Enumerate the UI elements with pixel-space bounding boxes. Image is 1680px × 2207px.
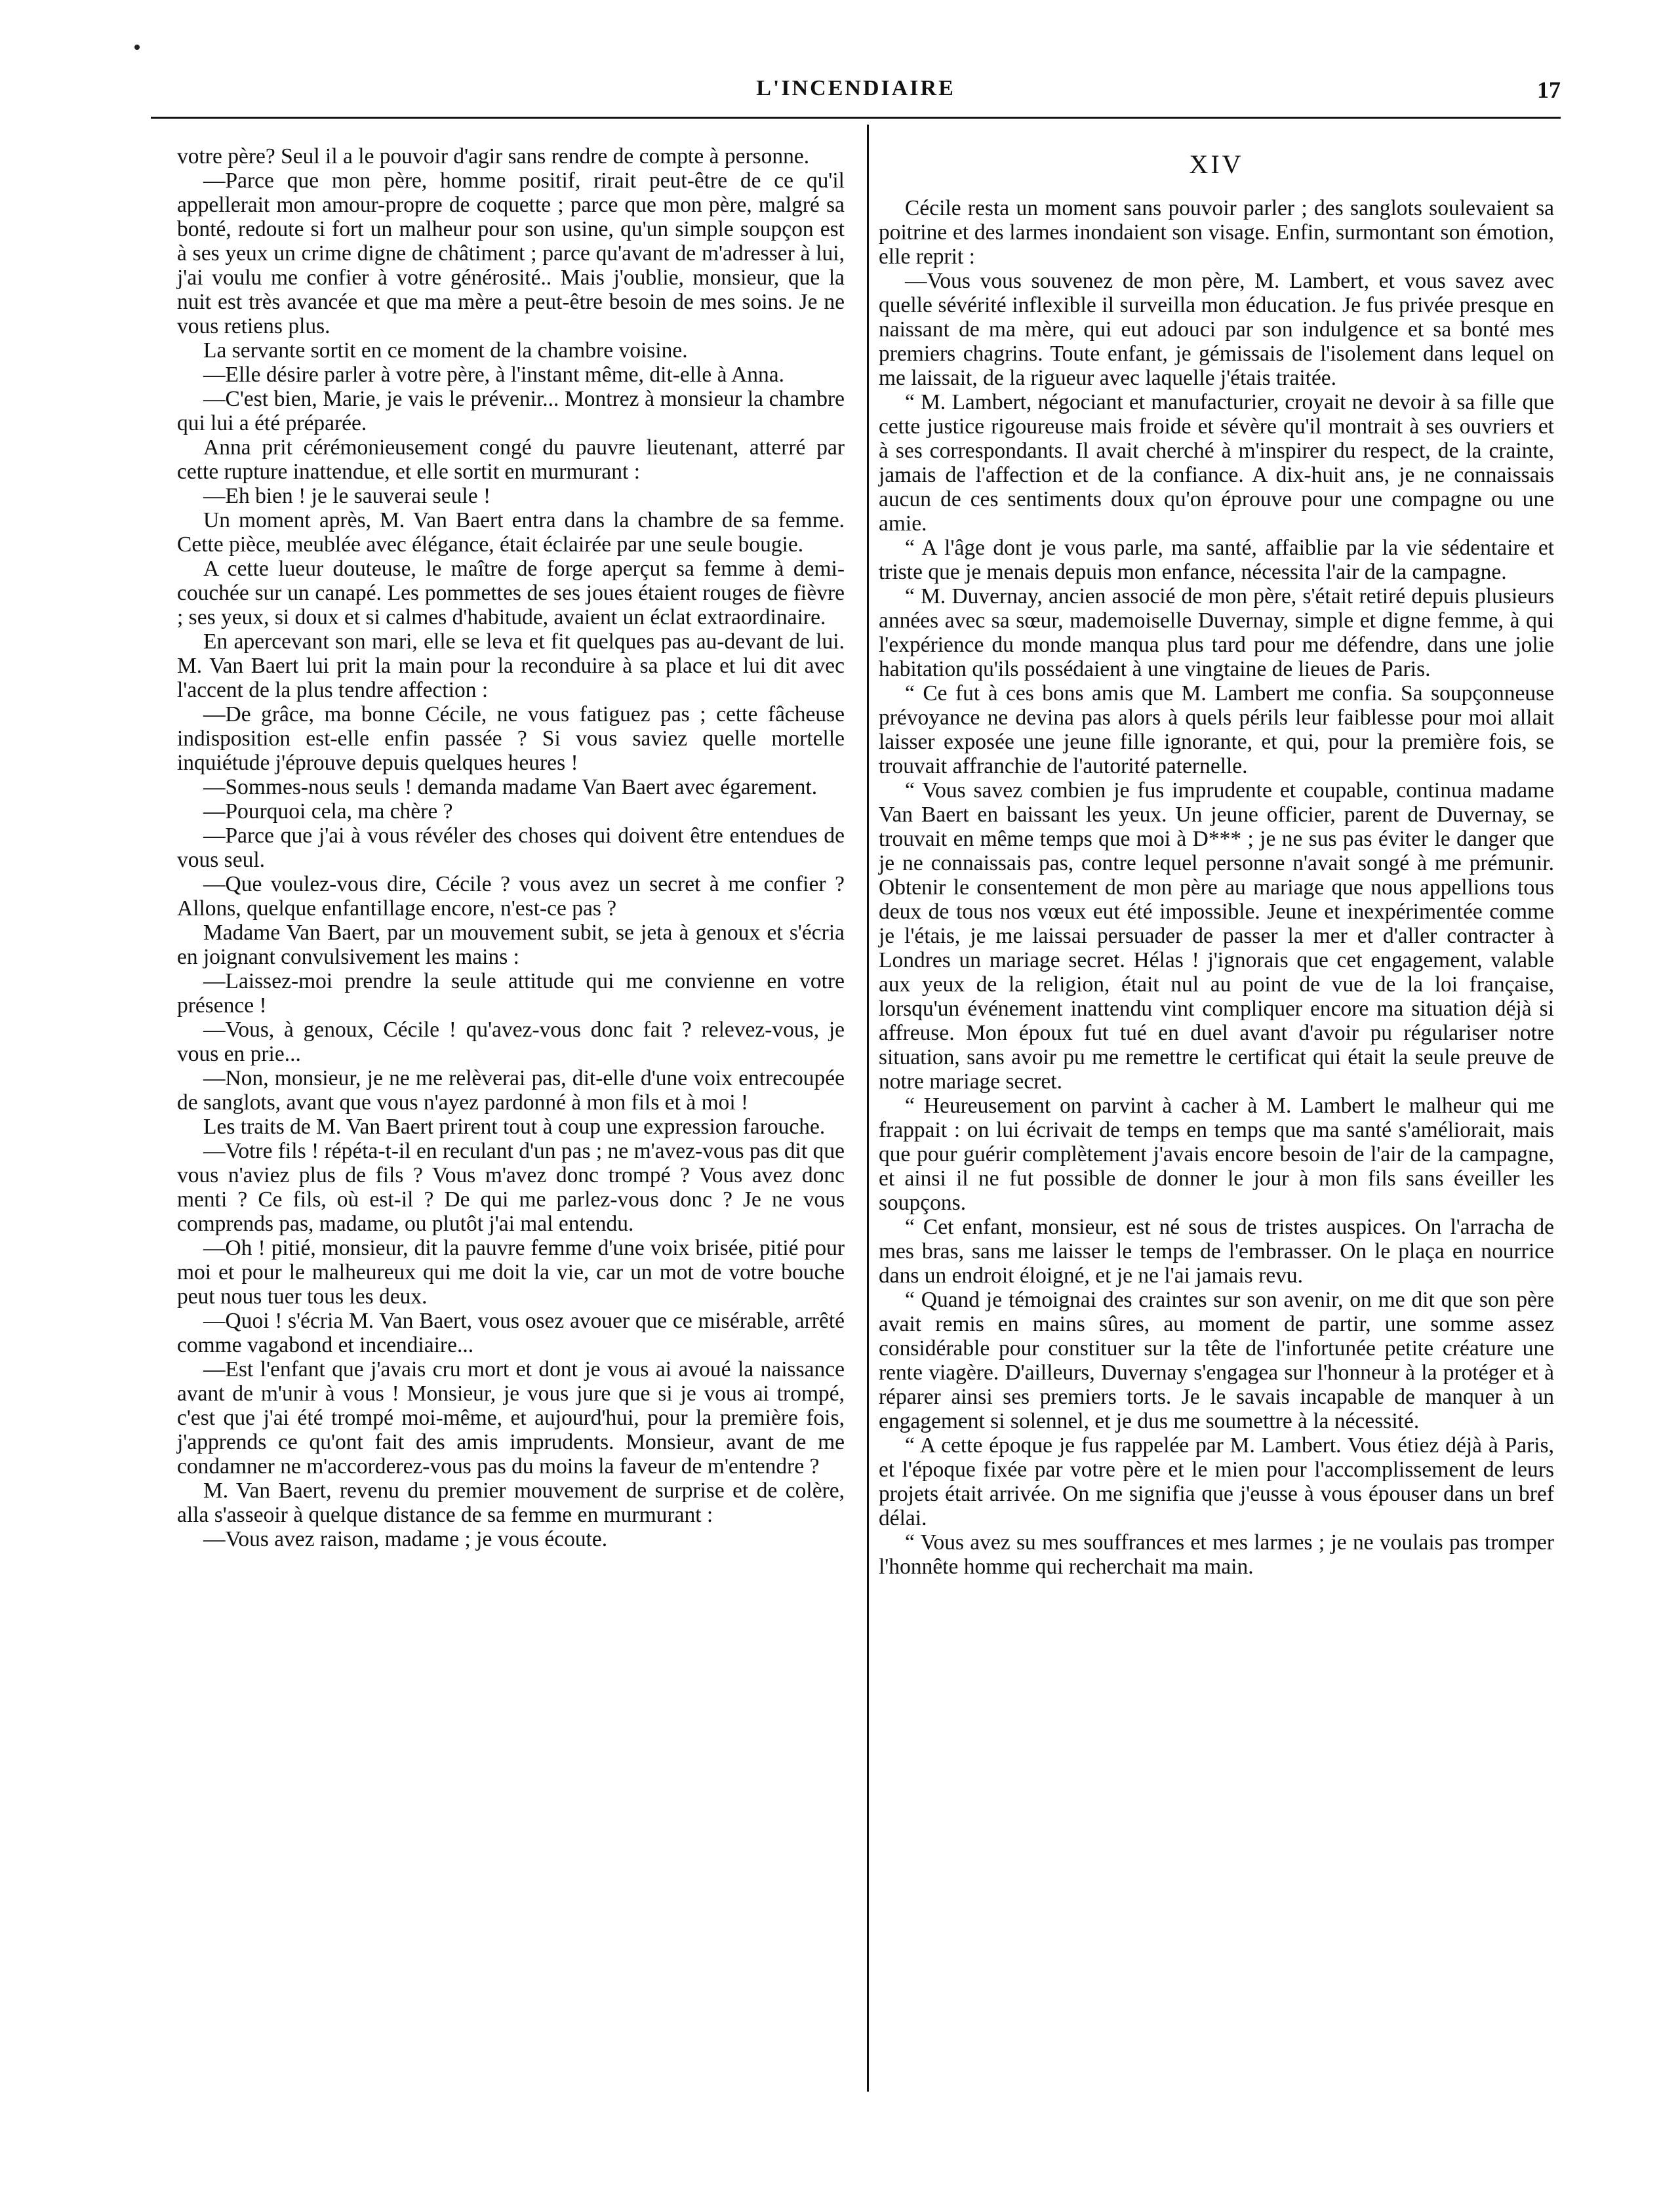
paragraph: “ M. Duvernay, ancien associé de mon père, s'était retiré depuis plusieurs années avec sa sœur, mademoiselle Duvernay, simple et digne femme, à qui l'expérience du monde manqua plus tard pour me défendre, dans une jolie habitation qu'ils possédaient à une vingtaine de lieues de Paris. — [879, 584, 1554, 681]
paragraph: Madame Van Baert, par un mouvement subit, se jeta à genoux et s'écria en joignant convulsivement les mains : — [177, 921, 845, 969]
paragraph: “ Vous avez su mes souffrances et mes larmes ; je ne voulais pas tromper l'honnête homme qui recherchait ma main. — [879, 1530, 1554, 1579]
paragraph: M. Van Baert, revenu du premier mouvement de surprise et de colère, alla s'asseoir à quelque distance de sa femme en murmurant : — [177, 1479, 845, 1527]
paragraph: —Pourquoi cela, ma chère ? — [203, 799, 453, 824]
page-header — [151, 76, 1561, 113]
paragraph: —Que voulez-vous dire, Cécile ? vous avez un secret à me confier ? Allons, quelque enfantillage encore, n'est-ce pas ? — [177, 872, 845, 921]
running-title: L'INCENDIAIRE — [756, 76, 955, 100]
paragraph: Cécile resta un moment sans pouvoir parler ; des sanglots soulevaient sa poitrine et des larmes inondaient son visage. Enfin, surmontant son émotion, elle reprit : — [879, 196, 1554, 269]
right-column — [879, 144, 1554, 1579]
page-number: 17 — [1537, 77, 1561, 103]
paragraph: —Quoi ! s'écria M. Van Baert, vous osez avouer que ce misérable, arrêté comme vagabond et incendiaire... — [177, 1309, 845, 1357]
paragraph: —Laissez-moi prendre la seule attitude qui me convienne en votre présence ! — [177, 969, 845, 1018]
paragraph: En apercevant son mari, elle se leva et fit quelques pas au-devant de lui. M. Van Baert lui prit la main pour la reconduire à sa place et lui dit avec l'accent de la plus tendre affection : — [177, 629, 845, 702]
paragraph: —Eh bien ! je le sauverai seule ! — [203, 484, 491, 508]
paragraph: “ Heureusement on parvint à cacher à M. Lambert le malheur qui me frappait : on lui écrivait de temps en temps que ma santé s'améliorait, mais que pour guérir complètement j'avais encore besoin de l'air de la campagne, et ainsi il ne fut possible de donner le jour à mon fils sans éveiller les soupçons. — [879, 1094, 1554, 1215]
column-divider — [867, 125, 869, 2092]
paragraph: —Oh ! pitié, monsieur, dit la pauvre femme d'une voix brisée, pitié pour moi et pour le malheureux qui me doit la vie, car un mot de votre bouche peut nous tuer tous les deux. — [177, 1236, 845, 1309]
chapter-heading: XIV — [1189, 149, 1244, 179]
paragraph: “ Ce fut à ces bons amis que M. Lambert me confia. Sa soupçonneuse prévoyance ne devina pas alors à quels périls leur faiblesse pour moi allait laisser exposée une jeune fille ignorante, et qui, pour la première fois, se trouvait affranchie de l'autorité paternelle. — [879, 681, 1554, 778]
paragraph: —Vous, à genoux, Cécile ! qu'avez-vous donc fait ? relevez-vous, je vous en prie... — [177, 1018, 845, 1066]
header-rule — [151, 117, 1561, 119]
paragraph: —Vous vous souvenez de mon père, M. Lambert, et vous savez avec quelle sévérité inflexible il surveilla mon éducation. Je fus privée presque en naissant de ma mère, qui eut adouci par son indulgence et sa bonté mes premiers chagrins. Toute enfant, je gémissais de l'isolement dans lequel on me laissait, de la rigueur avec laquelle j'étais traitée. — [879, 269, 1554, 390]
paragraph: “ A l'âge dont je vous parle, ma santé, affaiblie par la vie sédentaire et triste que je menais depuis mon enfance, nécessita l'air de la campagne. — [879, 536, 1554, 584]
paragraph: —Vous avez raison, madame ; je vous écoute. — [203, 1527, 608, 1551]
paragraph: —Non, monsieur, je ne me relèverai pas, dit-elle d'une voix entrecoupée de sanglots, avant que vous n'ayez pardonné à mon fils et à moi ! — [177, 1066, 845, 1115]
paragraph: A cette lueur douteuse, le maître de forge aperçut sa femme à demi-couchée sur un canapé. Les pommettes de ses joues étaient rouges de fièvre ; ses yeux, si doux et si calmes d'habitude, avaient un éclat extraordinaire. — [177, 557, 845, 629]
paragraph: Les traits de M. Van Baert prirent tout à coup une expression farouche. — [203, 1115, 826, 1139]
paragraph: —Votre fils ! répéta-t-il en reculant d'un pas ; ne m'avez-vous pas dit que vous n'aviez plus de fils ? Vous m'avez donc trompé ? Vous avez donc menti ? Ce fils, où est-il ? De qui me parlez-vous donc ? Je ne vous comprends pas, madame, ou plutôt j'ai mal entendu. — [177, 1139, 845, 1236]
paragraph: “ Vous savez combien je fus imprudente et coupable, continua madame Van Baert en baissant les yeux. Un jeune officier, parent de Duvernay, se trouvait en même temps que moi à D*** ; je ne sus pas éviter le danger que je ne connaissais pas, contre lequel personne n'avait songé à me prémunir. Obtenir le consentement de mon père au mariage que nous appellions tous deux de tous nos vœux eut été impossible. Jeune et inexpérimentée comme je l'étais, je me laissai persuader de passer la mer et d'aller contracter à Londres un mariage secret. Hélas ! j'ignorais que cet engagement, valable aux yeux de la religion, était nul au point de vue de la loi française, lorsqu'un événement inattendu vint compliquer encore ma situation déjà si affreuse. Mon époux fut tué en duel avant d'avoir pu régulariser notre situation, sans avoir pu me remettre le certificat qui était la seule preuve de notre mariage secret. — [879, 778, 1554, 1094]
paragraph: —De grâce, ma bonne Cécile, ne vous fatiguez pas ; cette fâcheuse indisposition est-elle enfin passée ? Si vous saviez quelle mortelle inquiétude j'éprouve depuis quelques heures ! — [177, 702, 845, 775]
paragraph: —Est l'enfant que j'avais cru mort et dont je vous ai avoué la naissance avant de m'unir à vous ! Monsieur, je vous jure que si je vous ai trompé, c'est que j'ai été trompé moi-même, et aujourd'hui, pour la première fois, j'apprends ce qu'ont fait des amis imprudents. Monsieur, avant de me condamner ne m'accorderez-vous pas du moins la faveur de m'entendre ? — [177, 1357, 845, 1479]
left-column — [177, 144, 845, 1551]
paragraph: Un moment après, M. Van Baert entra dans la chambre de sa femme. Cette pièce, meublée avec élégance, était éclairée par une seule bougie. — [177, 508, 845, 557]
paragraph: —Parce que j'ai à vous révéler des choses qui doivent être entendues de vous seul. — [177, 824, 845, 872]
paragraph: “ Cet enfant, monsieur, est né sous de tristes auspices. On l'arracha de mes bras, sans me laisser le temps de l'embrasser. On le plaça en nourrice dans un endroit éloigné, et je ne l'ai jamais revu. — [879, 1215, 1554, 1288]
paragraph: votre père? Seul il a le pouvoir d'agir sans rendre de compte à personne. — [177, 144, 810, 169]
paragraph: —Sommes-nous seuls ! demanda madame Van Baert avec égarement. — [203, 775, 818, 799]
ink-speck — [134, 45, 140, 50]
paragraph: —Parce que mon père, homme positif, rirait peut-être de ce qu'il appellerait mon amour-propre de coquette ; parce que mon père, malgré sa bonté, redoute si fort un malheur pour son usine, qu'un simple soupçon est à ses yeux un crime digne de châtiment ; parce qu'avant de m'adresser à lui, j'ai voulu me confier à votre générosité.. Mais j'oublie, monsieur, que la nuit est très avancée et que ma mère a peut-être besoin de mes soins. Je ne vous retiens plus. — [177, 169, 845, 338]
paragraph: “ M. Lambert, négociant et manufacturier, croyait ne devoir à sa fille que cette justice rigoureuse mais froide et sévère qu'il montrait à ses ouvriers et à ses correspondants. Il avait cherché à m'inspirer du respect, de la crainte, jamais de l'affection et de la confiance. A dix-huit ans, je ne connaissais aucun de ces sentiments doux qu'on éprouve pour une compagne ou une amie. — [879, 390, 1554, 536]
paragraph: “ A cette époque je fus rappelée par M. Lambert. Vous étiez déjà à Paris, et l'époque fixée par votre père et le mien pour l'accomplissement de leurs projets était arrivée. On me signifia que j'eusse à vous épouser dans un bref délai. — [879, 1433, 1554, 1530]
paragraph: —C'est bien, Marie, je vais le prévenir... Montrez à monsieur la chambre qui lui a été préparée. — [177, 387, 845, 435]
paragraph: —Elle désire parler à votre père, à l'instant même, dit-elle à Anna. — [203, 363, 784, 387]
paragraph: La servante sortit en ce moment de la chambre voisine. — [203, 338, 688, 363]
paragraph: Anna prit cérémonieusement congé du pauvre lieutenant, atterré par cette rupture inattendue, et elle sortit en murmurant : — [177, 435, 845, 484]
paragraph: “ Quand je témoignai des craintes sur son avenir, on me dit que son père avait remis en mains sûres, au moment de partir, une somme assez considérable pour constituer sur la tête de l'infortunée petite créature une rente viagère. D'ailleurs, Duvernay s'engagea sur l'honneur à la protéger et à réparer ainsi ses premiers torts. Je le savais incapable de manquer à un engagement si solennel, et je dus me soumettre à la nécessité. — [879, 1288, 1554, 1433]
